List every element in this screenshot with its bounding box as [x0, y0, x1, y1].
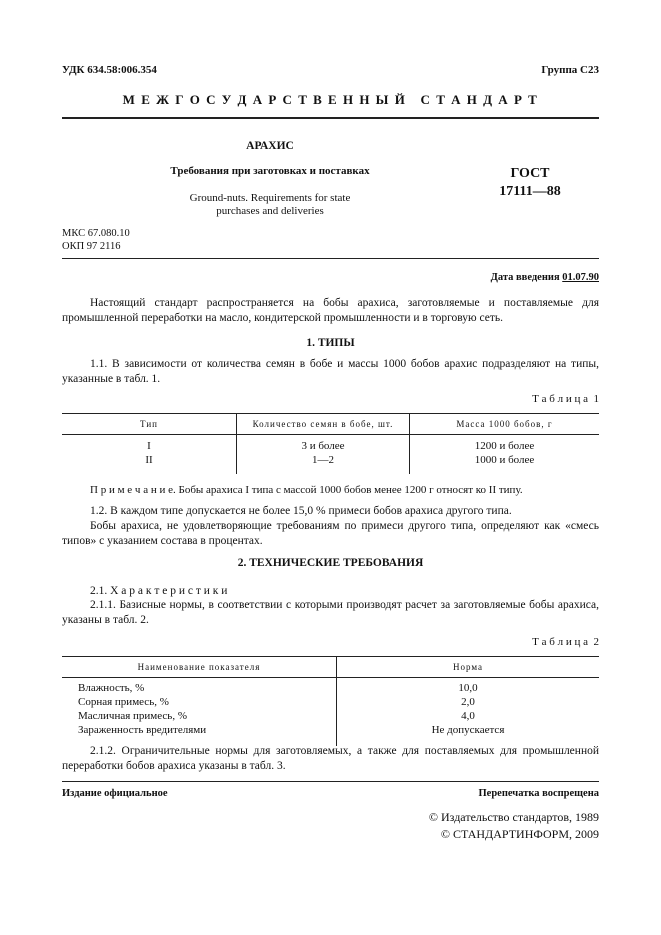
table2-header-indicator: Наименование показателя	[62, 657, 337, 678]
table-2	[62, 656, 599, 746]
table1-cell: I	[62, 435, 237, 454]
table2-cell: 4,0	[461, 710, 475, 722]
table-1	[62, 413, 599, 474]
table1-cell: 1—2	[237, 453, 410, 474]
para-1-1: 1.1. В зависимости от количества семян в бобе и массы 1000 бобов арахис подразделяют на типы, указанные в табл. 1.	[62, 358, 599, 385]
table2-cell: Зараженность вредителями	[62, 723, 337, 746]
date-label: Дата введения	[490, 272, 560, 283]
table1-note	[62, 483, 599, 498]
table-row	[62, 695, 599, 709]
section1-heading: 1. ТИПЫ	[306, 337, 355, 349]
gost-number: 17111—88	[499, 184, 561, 199]
table-row	[62, 709, 599, 723]
table2-header-norm: Норма	[337, 657, 600, 678]
table1-cell: 1000 и более	[474, 454, 535, 466]
udk-code: УДК 634.58:006.354	[62, 64, 157, 76]
standard-banner: М Е Ж Г О С У Д А Р С Т В Е Н Н Ы Й С Т А Н Д А Р Т	[122, 92, 539, 107]
scope-paragraph: Настоящий стандарт распространяется на бобы арахиса, заготовляемые и поставляемые для промышленной переработки на масло, кондитерской промышленности и в торговую сеть.	[62, 297, 599, 324]
table2-cell: Сорная примесь, %	[62, 695, 337, 709]
para-2-1-1: 2.1.1. Базисные нормы, в соответствии с которыми производят расчет за заготовляемые бобы арахиса, указаны в табл. 2.	[62, 599, 599, 626]
table1-cell: II	[62, 453, 237, 474]
mks-code: МКС 67.080.10	[62, 228, 130, 239]
para-mix: Бобы арахиса, не удовлетворяющие требованиям по примеси другого типа, определяют как «смесь типов» с указанием состава в процентах.	[62, 520, 599, 547]
banner-rule	[62, 117, 599, 119]
note-label: П р и м е ч а н и е.	[90, 484, 176, 496]
footer-rule	[62, 781, 599, 782]
okp-code: ОКП 97 2116	[62, 241, 121, 252]
table2-cell: Не допускается	[431, 724, 505, 736]
table2-cell: 2,0	[461, 696, 475, 708]
reprint-notice: Перепечатка воспрещена	[478, 788, 599, 799]
gost-label: ГОСТ	[510, 166, 550, 181]
group-code: Группа С23	[541, 64, 599, 76]
para-1-2: 1.2. В каждом типе допускается не более 15,0 % примеси бобов арахиса другого типа.	[90, 505, 512, 517]
table-row	[62, 435, 599, 454]
english-title-line2: purchases and deliveries	[216, 205, 324, 217]
subsection-2-1: 2.1. Х а р а к т е р и с т и к и	[90, 585, 228, 597]
copyright-publisher: © Издательство стандартов, 1989	[428, 810, 599, 824]
table1-header-seeds: Количество семян в бобе, шт.	[237, 414, 410, 435]
table-row	[62, 453, 599, 474]
para-2-1-2: 2.1.2. Ограничительные нормы для заготовляемых, а также для поставляемых для промышленной переработки бобов арахиса указаны в табл. 3.	[62, 745, 599, 772]
date-value: 01.07.90	[562, 272, 599, 283]
note-text: Бобы арахиса I типа с массой 1000 бобов менее 1200 г относят ко II типу.	[178, 484, 523, 496]
table1-header-type: Тип	[62, 414, 237, 435]
table2-cell: 10,0	[458, 682, 478, 694]
copyright-standartinform: © СТАНДАРТИНФОРМ, 2009	[440, 827, 599, 841]
section2-heading: 2. ТЕХНИЧЕСКИЕ ТРЕБОВАНИЯ	[237, 557, 424, 569]
title-rule	[62, 258, 599, 259]
table1-cell: 1200 и более	[474, 440, 535, 452]
document-subtitle: Требования при заготовках и поставках	[170, 165, 370, 177]
table1-cell: 3 и более	[237, 435, 410, 454]
english-title-line1: Ground-nuts. Requirements for state	[189, 192, 351, 204]
table2-label: Т а б л и ц а 2	[532, 636, 599, 648]
document-title: АРАХИС	[246, 140, 294, 152]
table1-header-mass: Масса 1000 бобов, г	[410, 414, 600, 435]
table1-label: Т а б л и ц а 1	[532, 393, 599, 405]
table2-cell: Масличная примесь, %	[62, 709, 337, 723]
official-edition: Издание официальное	[62, 788, 168, 799]
table2-cell: Влажность, %	[62, 678, 337, 696]
table-row	[62, 678, 599, 696]
effective-date	[491, 272, 599, 283]
table-row	[62, 723, 599, 746]
